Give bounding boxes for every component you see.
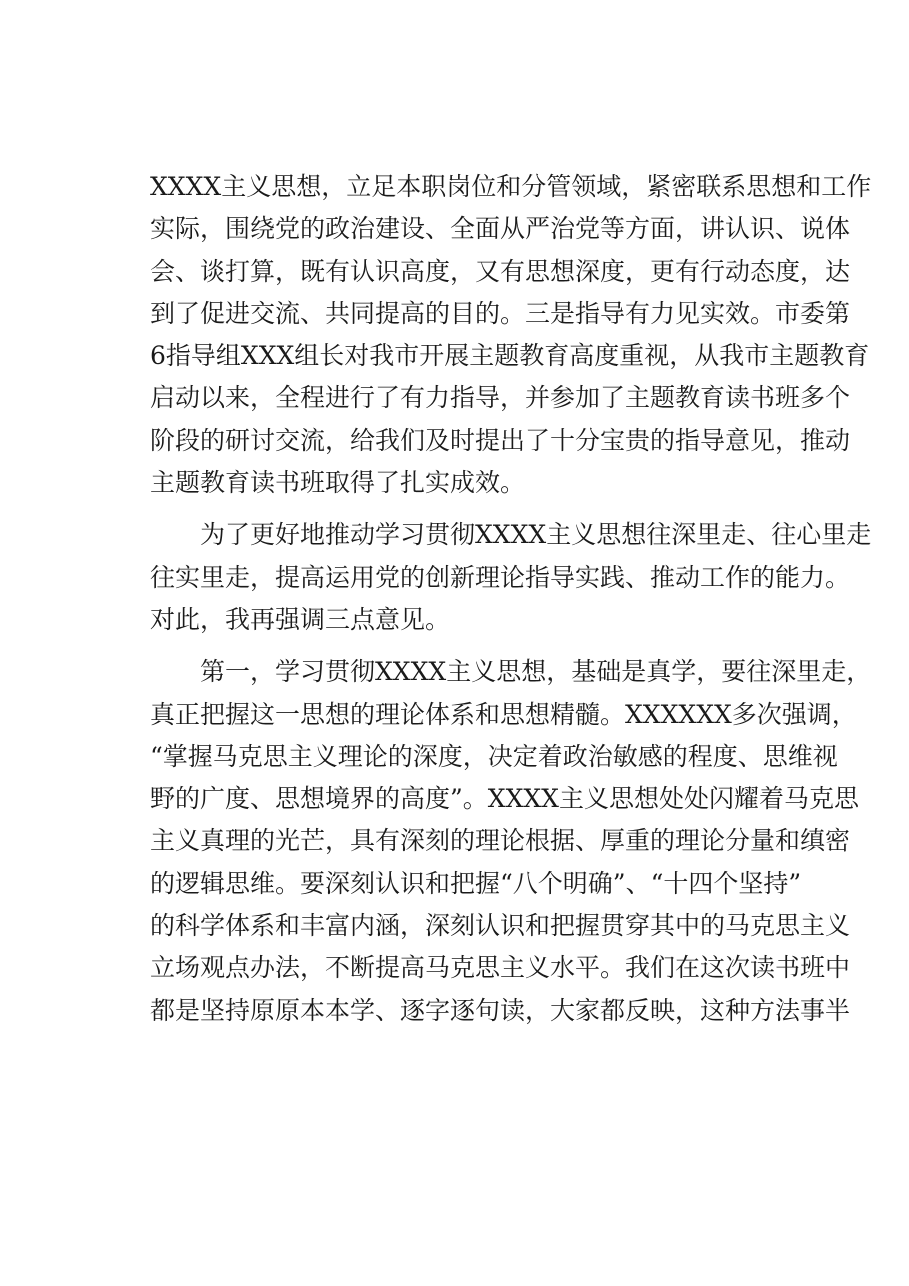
text-line: 为了更好地推动学习贯彻XXXX主义思想往深里走、往心里走 bbox=[150, 520, 872, 550]
text-line: 都是坚持原原本本学、逐字逐句读，大家都反映，这种方法事半 bbox=[150, 995, 851, 1025]
text-line: 启动以来，全程进行了有力指导，并参加了主题教育读书班多个 bbox=[150, 383, 851, 413]
body-text bbox=[150, 166, 872, 1032]
text-line: 会、谈打算，既有认识高度，又有思想深度，更有行动态度，达 bbox=[150, 256, 851, 286]
paragraph-3 bbox=[150, 651, 872, 1032]
paragraph-spacer bbox=[150, 504, 810, 514]
text-line: 的逻辑思维。要深刻认识和把握“八个明确”、“十四个坚持” bbox=[150, 868, 802, 898]
text-line: XXXX主义思想，立足本职岗位和分管领域，紧密联系思想和工作 bbox=[150, 172, 872, 201]
text-line: 往实里走，提高运用党的创新理论指导实践、推动工作的能力。 bbox=[150, 562, 851, 592]
text-line: 野的广度、思想境界的高度”。XXXX主义思想处处闪耀着马克思 bbox=[150, 784, 859, 814]
paragraph-spacer bbox=[150, 641, 810, 651]
text-line: 主题教育读书班取得了扎实成效。 bbox=[150, 468, 526, 498]
text-line: 对此，我再强调三点意见。 bbox=[150, 604, 451, 634]
text-line: 到了促进交流、共同提高的目的。三是指导有力见实效。市委第 bbox=[150, 298, 851, 328]
paragraph-2 bbox=[150, 514, 872, 641]
text-line: 实际，围绕党的政治建设、全面从严治党等方面，讲认识、说体 bbox=[150, 214, 851, 244]
text-line: 真正把握这一思想的理论体系和思想精髓。XXXXXX多次强调， bbox=[150, 699, 857, 729]
text-line: 阶段的研讨交流，给我们及时提出了十分宝贵的指导意见，推动 bbox=[150, 425, 851, 455]
text-line: 6指导组XXX组长对我市开展主题教育高度重视，从我市主题教育 bbox=[150, 341, 870, 371]
paragraph-1 bbox=[150, 166, 872, 504]
text-line: 第一，学习贯彻XXXX主义思想，基础是真学，要往深里走， bbox=[150, 657, 872, 687]
text-line: “掌握马克思主义理论的深度，决定着政治敏感的程度、思维视 bbox=[150, 741, 838, 771]
text-line: 主义真理的光芒，具有深刻的理论根据、厚重的理论分量和缜密 bbox=[150, 826, 851, 856]
text-line: 立场观点办法，不断提高马克思主义水平。我们在这次读书班中 bbox=[150, 953, 851, 983]
text-line: 的科学体系和丰富内涵，深刻认识和把握贯穿其中的马克思主义 bbox=[150, 911, 851, 941]
